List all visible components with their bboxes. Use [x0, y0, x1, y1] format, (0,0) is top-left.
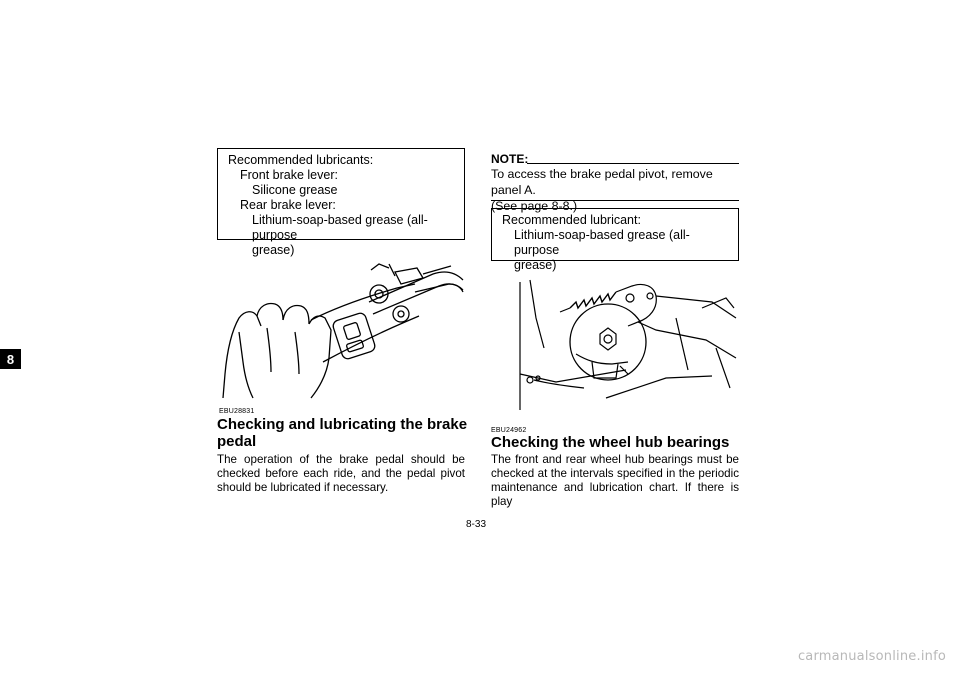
- body-line: should be lubricated if necessary.: [217, 481, 389, 494]
- lubricants-title: Recommended lubricants:: [228, 153, 374, 167]
- section-heading-line1: Checking and lubricating the brake: [217, 416, 468, 433]
- section-code: EBU28831: [219, 408, 255, 415]
- note-text: [491, 166, 741, 214]
- recommended-lubricants-box: [217, 148, 465, 257]
- section-heading: Checking the wheel hub bearings: [491, 434, 730, 451]
- lubricant-value-line2: grease): [514, 258, 557, 272]
- watermark: carmanualsonline.info: [797, 649, 946, 664]
- front-lever-value: Silicone grease: [252, 183, 338, 197]
- note-divider: [491, 200, 739, 201]
- front-lever-label: Front brake lever:: [240, 168, 338, 182]
- section-body: [217, 453, 465, 495]
- note-line: To access the brake pedal pivot, remove panel A.: [491, 167, 713, 197]
- section-body: [491, 453, 739, 509]
- lubricant-value-line1: Lithium-soap-based grease (all-purpose: [514, 228, 690, 257]
- page-number: 8-33: [466, 519, 487, 530]
- body-line: checked before each ride, and the pedal pivot: [217, 467, 465, 480]
- body-line: maintenance and lubrication chart. If there is play: [491, 481, 739, 508]
- chapter-tab: 8: [0, 349, 21, 369]
- note-line: (See page 8-8.): [491, 199, 578, 213]
- recommended-lubricant-box: [491, 208, 739, 272]
- section-heading-line2: pedal: [217, 433, 257, 450]
- brake-pedal-pivot-illustration: [516, 278, 738, 414]
- section-code: EBU24962: [491, 427, 527, 434]
- brake-lever-illustration: [219, 262, 465, 400]
- rear-lever-value-line2: grease): [252, 243, 295, 257]
- note-divider: [527, 163, 739, 164]
- rear-lever-label: Rear brake lever:: [240, 198, 336, 212]
- body-line: The front and rear wheel hub bearings must be: [491, 453, 739, 466]
- rear-lever-value-line1: Lithium-soap-based grease (all-purpose: [252, 213, 428, 242]
- note-label: NOTE:: [491, 152, 529, 166]
- body-line: checked at the intervals specified in the periodic: [491, 467, 739, 480]
- body-line: The operation of the brake pedal should be: [217, 453, 465, 466]
- lubricant-title: Recommended lubricant:: [502, 213, 641, 227]
